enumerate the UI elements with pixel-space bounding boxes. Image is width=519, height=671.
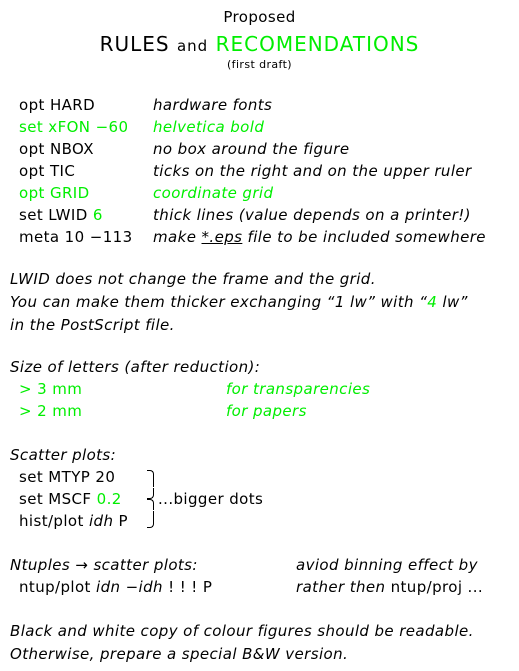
page-title <box>0 32 519 58</box>
scatter-bigger-dots: ...bigger dots <box>158 490 264 508</box>
letters-size-3mm: > 3 mm <box>19 380 83 398</box>
ntuples-cmd-text: ntup/plot <box>19 578 91 596</box>
first-draft-label: (first draft) <box>226 58 292 71</box>
scatter-hist-text: hist/plot <box>19 512 84 530</box>
option-desc-xfon: helvetica bold <box>153 118 265 136</box>
option-cmd-xfon: set xFON −60 <box>19 118 129 136</box>
option-desc-lwid: thick lines (value depends on a printer!) <box>153 206 471 224</box>
title-rules: RULES <box>99 32 170 56</box>
option-desc-nbox: no box around the figure <box>153 140 350 158</box>
letters-use-papers: for papers <box>226 402 307 420</box>
option-desc-hard: hardware fonts <box>153 96 273 114</box>
option-desc-meta <box>153 228 486 246</box>
scatter-mscf <box>19 490 122 508</box>
option-cmd-hard: opt HARD <box>19 96 96 114</box>
option-desc-meta-suffix: file to be included somewhere <box>247 228 486 246</box>
option-cmd-tic: opt TIC <box>19 162 76 180</box>
lwid-note-line2-a: You can make them thicker exchanging “1 lw” with “ <box>10 293 428 311</box>
option-desc-meta-prefix: make <box>153 228 197 246</box>
scatter-heading: Scatter plots: <box>10 446 117 464</box>
option-cmd-lwid-text: set LWID <box>19 206 88 224</box>
scatter-mtyp: set MTYP 20 <box>19 468 116 486</box>
lwid-note-line2-num: 4 <box>427 293 438 311</box>
proposed-label: Proposed <box>223 8 296 26</box>
option-cmd-lwid <box>19 206 103 224</box>
ntuples-cmd-ids: idn −idh <box>96 578 163 596</box>
footer-line1: Black and white copy of colour figures should be readable. <box>10 622 474 640</box>
option-desc-meta-file: *.eps <box>201 228 243 246</box>
option-desc-grid: coordinate grid <box>153 184 274 202</box>
option-cmd-meta: meta 10 −113 <box>19 228 133 246</box>
lwid-note-line1: LWID does not change the frame and the grid. <box>10 270 376 288</box>
ntuples-note-line1: aviod binning effect by <box>296 556 478 574</box>
scatter-mscf-text: set MSCF <box>19 490 92 508</box>
lwid-note-line2-b: lw” <box>437 293 468 311</box>
ntuples-cmd-suffix: ! ! ! P <box>168 578 213 596</box>
brace-top <box>147 470 154 487</box>
title-recommendations: RECOMENDATIONS <box>215 32 420 56</box>
lwid-note-line3: in the PostScript file. <box>10 316 175 334</box>
letters-use-transparencies: for transparencies <box>226 380 371 398</box>
scatter-hist <box>19 512 128 530</box>
ntuples-note-line2-cmd: ntup/proj ... <box>390 578 484 596</box>
option-cmd-lwid-value: 6 <box>92 206 103 224</box>
ntuples-note-line2 <box>296 578 483 596</box>
footer-line2: Otherwise, prepare a special B&W version. <box>10 645 349 663</box>
scatter-mscf-value: 0.2 <box>96 490 122 508</box>
brace-lower-mid <box>147 499 154 510</box>
ntuples-note-line2-text: rather then <box>296 578 386 596</box>
lwid-note-line2 <box>10 293 468 311</box>
scatter-hist-id: idh <box>88 512 114 530</box>
option-cmd-nbox: opt NBOX <box>19 140 94 158</box>
option-cmd-grid: opt GRID <box>19 184 90 202</box>
option-desc-tic: ticks on the right and on the upper ruler <box>153 162 472 180</box>
brace-upper-mid <box>147 488 154 499</box>
letters-heading: Size of letters (after reduction): <box>10 358 261 376</box>
ntuples-cmd <box>19 578 212 596</box>
letters-size-2mm: > 2 mm <box>19 402 83 420</box>
ntuples-heading: Ntuples → scatter plots: <box>10 556 198 574</box>
scatter-hist-suffix: P <box>118 512 128 530</box>
title-and: and <box>176 37 209 55</box>
brace-bottom <box>147 511 154 528</box>
